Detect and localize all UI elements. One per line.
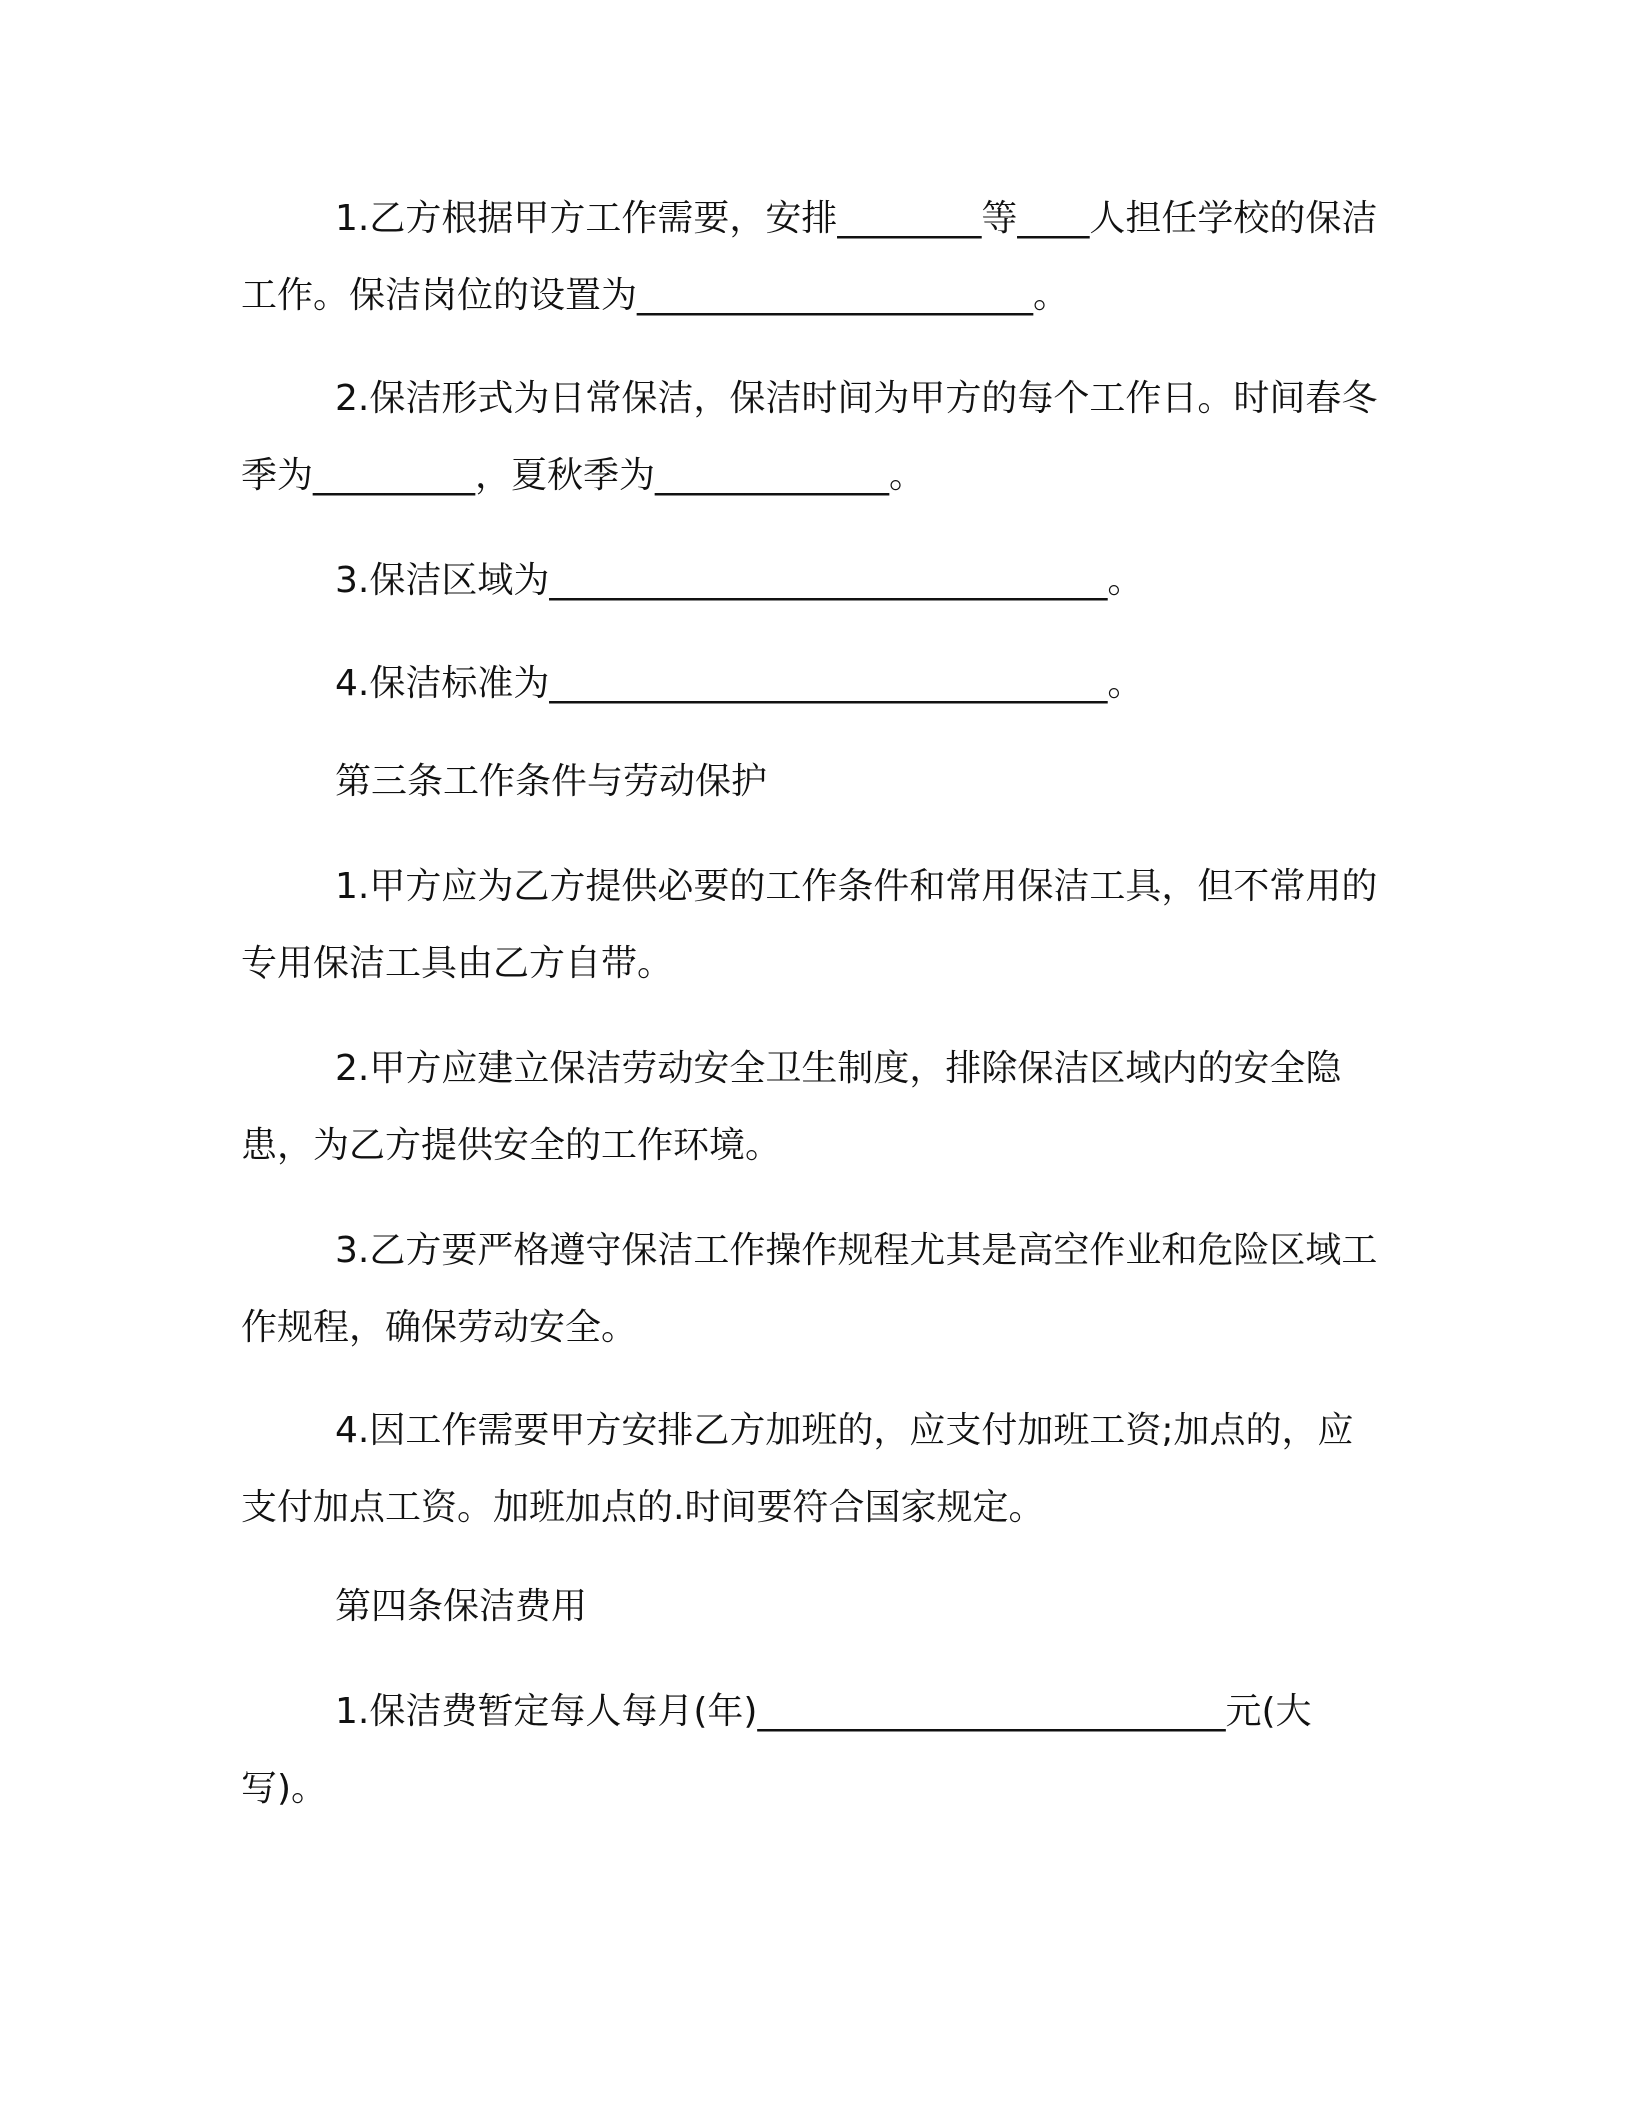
clause-2-item-2: 2.保洁形式为日常保洁，保洁时间为甲方的每个工作日。时间春冬季为_________，夏秋季为_____________。 xyxy=(241,378,1378,496)
clause-3-item-2: 2.甲方应建立保洁劳动安全卫生制度，排除保洁区域内的安全隐患，为乙方提供安全的工作环境。 xyxy=(241,1048,1342,1166)
clause-3-item-3: 3.乙方要严格遵守保洁工作操作规程尤其是高空作业和危险区域工作规程，确保劳动安全。 xyxy=(241,1230,1378,1348)
clause-3-item-1: 1.甲方应为乙方提供必要的工作条件和常用保洁工具，但不常用的专用保洁工具由乙方自带。 xyxy=(241,866,1378,984)
clause-4-item-1: 1.保洁费暂定每人每月(年)__________________________元(大写)。 xyxy=(241,1691,1312,1809)
clause-3-item-4: 4.因工作需要甲方安排乙方加班的，应支付加班工资;加点的，应支付加点工资。加班加点的.时间要符合国家规定。 xyxy=(241,1410,1354,1528)
clause-3-heading: 第三条工作条件与劳动保护 xyxy=(335,761,768,802)
clause-2-item-4: 4.保洁标准为_______________________________。 xyxy=(335,663,1144,704)
clause-2-item-1: 1.乙方根据甲方工作需要，安排________等____人担任学校的保洁工作。保洁岗位的设置为______________________。 xyxy=(241,198,1378,316)
clause-2-item-3: 3.保洁区域为_______________________________。 xyxy=(335,560,1144,601)
clause-4-heading: 第四条保洁费用 xyxy=(335,1586,588,1627)
